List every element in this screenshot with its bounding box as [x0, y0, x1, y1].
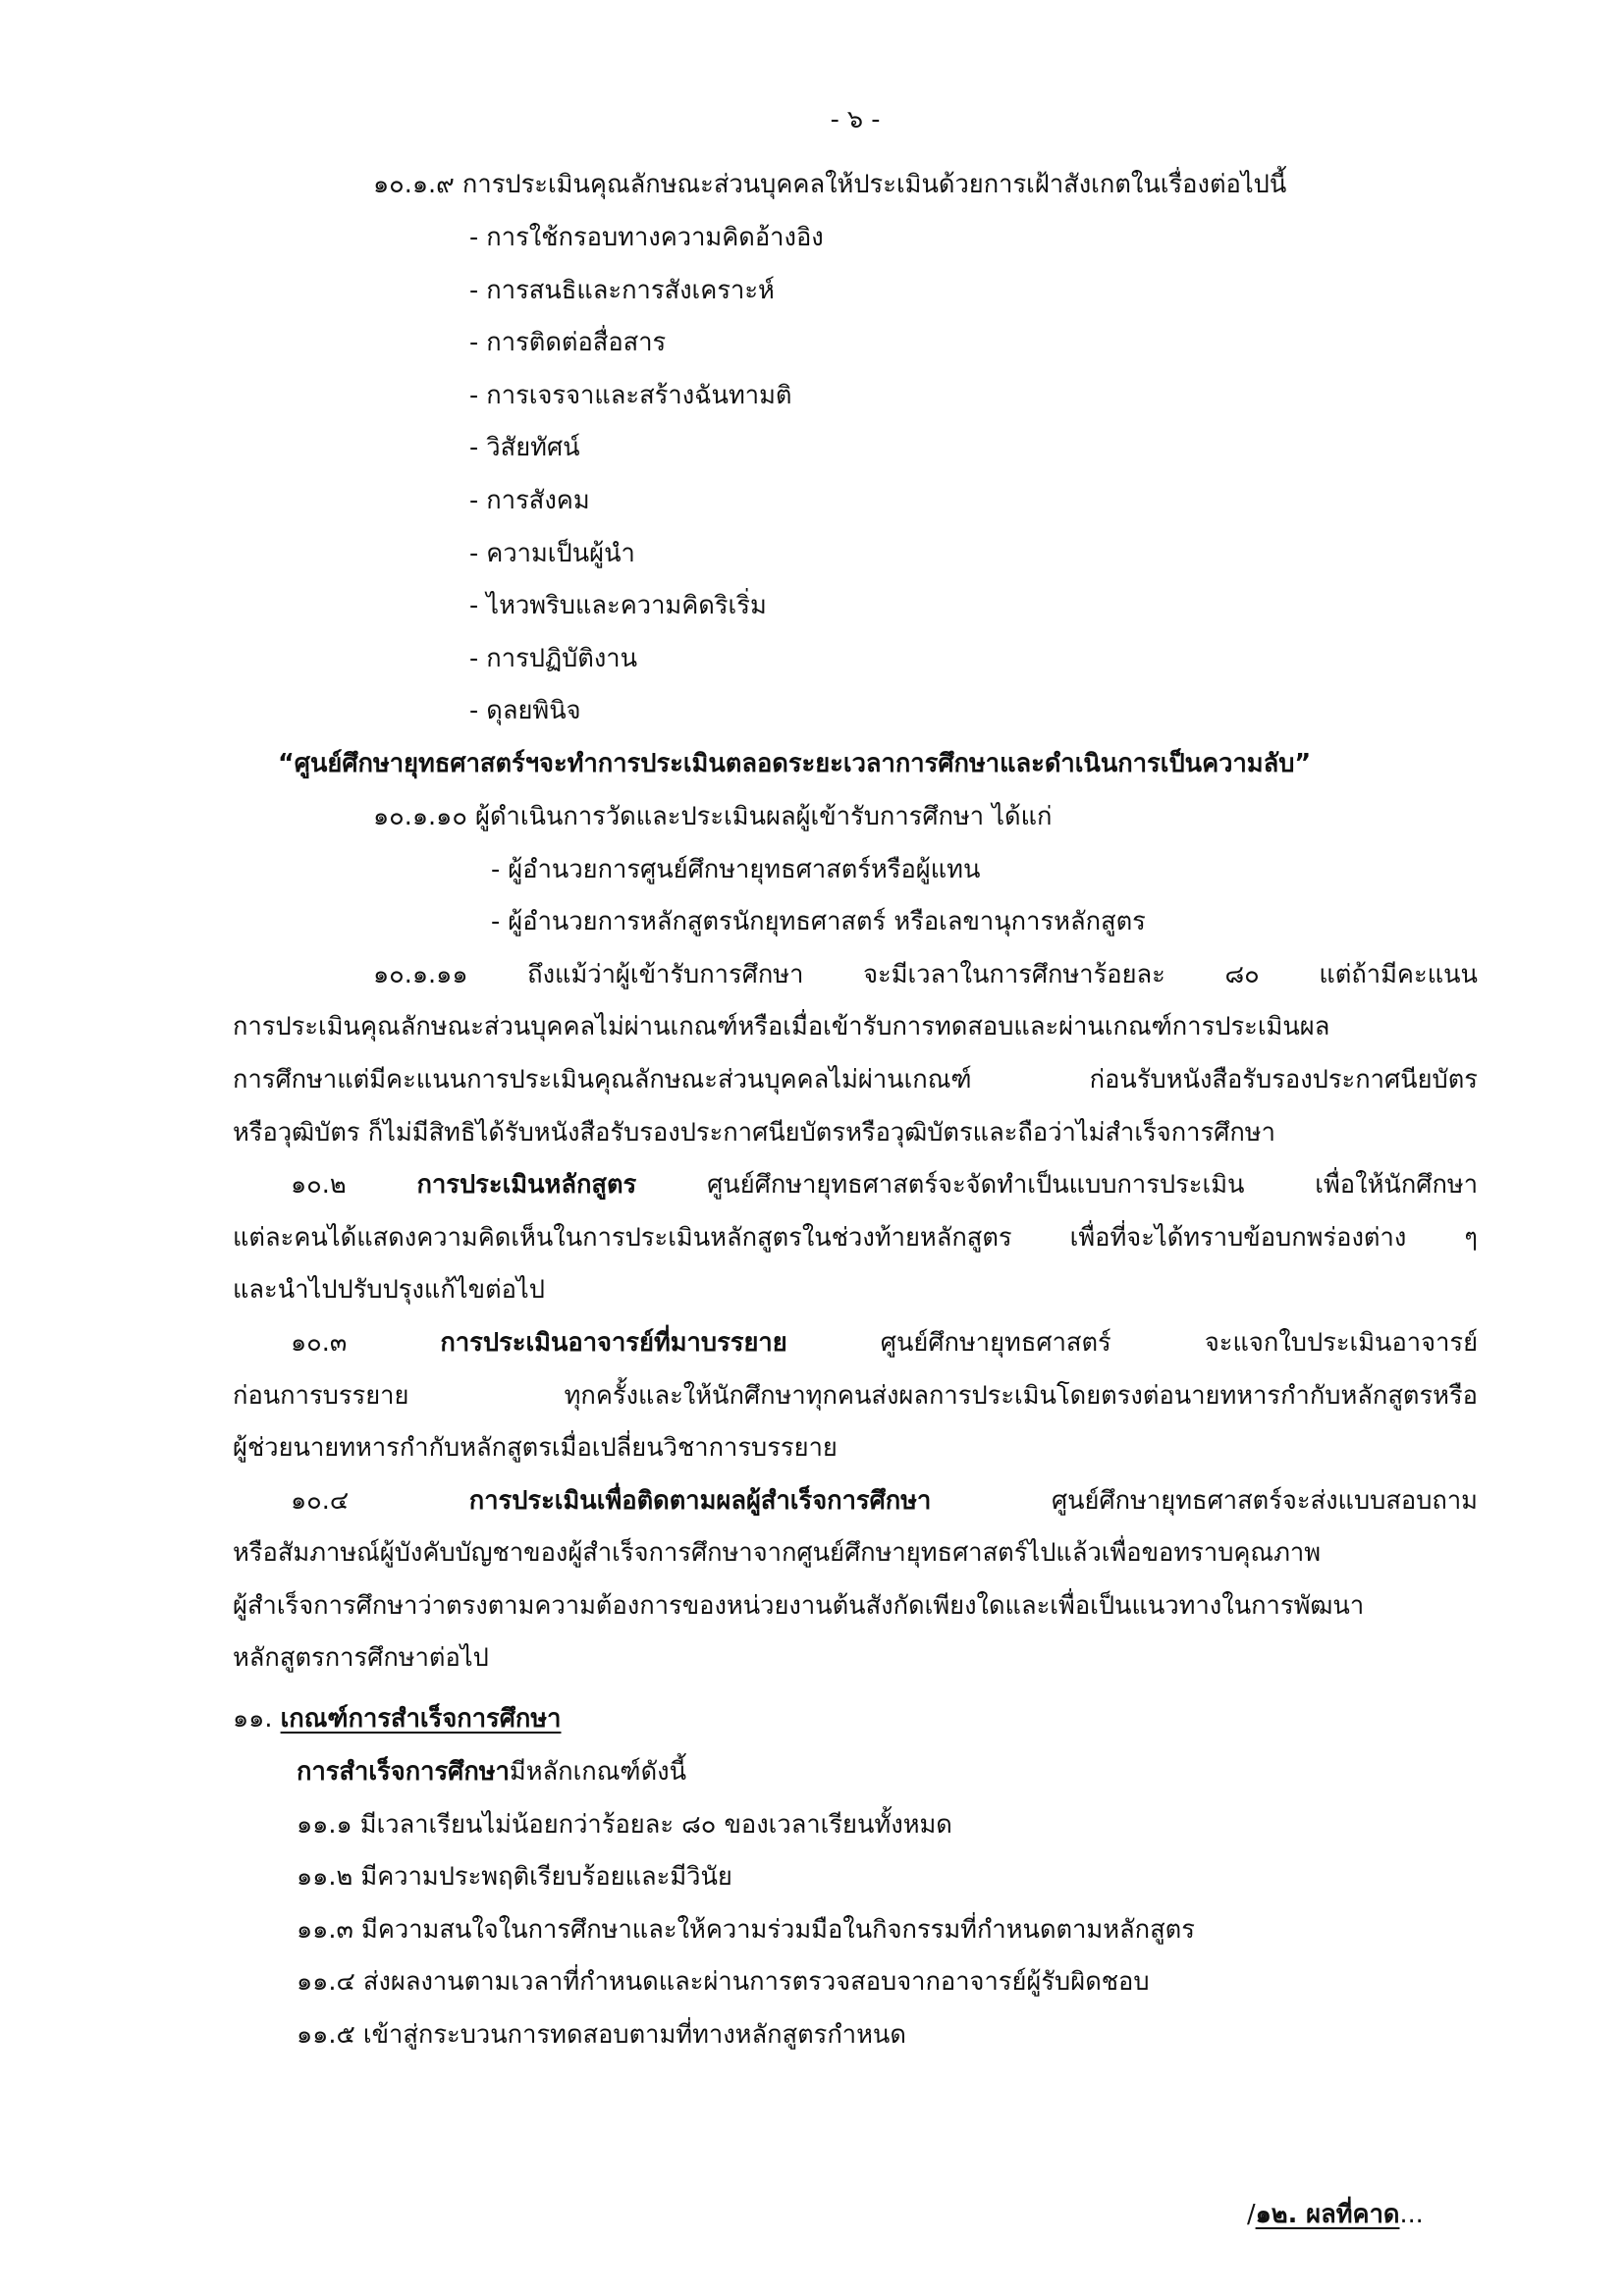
section-10-2-line: แต่ละคนได้แสดงความคิดเห็นในการประเมินหลักสูตรในช่วงท้ายหลักสูตร เพื่อที่จะได้ทราบข้อบกพร่องต่าง ๆ: [233, 1223, 1478, 1253]
section-10-3-line: ผู้ช่วยนายทหารกำกับหลักสูตรเมื่อเปลี่ยนวิชาการบรรยาย: [233, 1433, 838, 1463]
section-10-3-number: ๑๐.๓: [291, 1328, 348, 1358]
list-item: - การสังคม: [469, 486, 590, 515]
section-11-sub-bold: การสำเร็จการศึกษา: [297, 1757, 510, 1787]
section-10-2-title: การประเมินหลักสูตร: [416, 1170, 637, 1200]
page-number: - ๖ -: [830, 105, 881, 134]
list-item: ๑๑.๑ มีเวลาเรียนไม่น้อยกว่าร้อยละ ๘๐ ของเวลาเรียนทั้งหมด: [297, 1810, 952, 1840]
section-10-1-11-line: การศึกษาแต่มีคะแนนการประเมินคุณลักษณะส่วนบุคคลไม่ผ่านเกณฑ์ ก่อนรับหนังสือรับรองประกาศนียบัตร: [233, 1065, 1478, 1095]
section-10-3-line: ก่อนการบรรยาย ทุกครั้งและให้นักศึกษาทุกคนส่งผลการประเมินโดยตรงต่อนายทหารกำกับหลักสูตรหรือ: [233, 1381, 1478, 1411]
list-item: - การเจรจาและสร้างฉันทามติ: [469, 381, 792, 410]
section-10-1-11-line: การประเมินคุณลักษณะส่วนบุคคลไม่ผ่านเกณฑ์หรือเมื่อเข้ารับการทดสอบและผ่านเกณฑ์การประเมินผล: [233, 1012, 1330, 1041]
section-10-1-9-heading: ๑๐.๑.๙ การประเมินคุณลักษณะส่วนบุคคลให้ประเมินด้วยการเฝ้าสังเกตในเรื่องต่อไปนี้: [373, 170, 1287, 199]
section-11-sub-text: มีหลักเกณฑ์ดังนี้: [509, 1757, 687, 1787]
section-10-4-title: การประเมินเพื่อติดตามผลผู้สำเร็จการศึกษา: [468, 1486, 932, 1516]
section-10-3-title: การประเมินอาจารย์ที่มาบรรยาย: [440, 1328, 787, 1358]
list-item: - ไหวพริบและความคิดริเริ่ม: [469, 591, 767, 620]
section-11-heading: [233, 1701, 561, 1736]
list-item: - ดุลยพินิจ: [469, 696, 581, 725]
section-10-2-line: และนำไปปรับปรุงแก้ไขต่อไป: [233, 1275, 545, 1305]
footer-ellipsis: ...: [1399, 2200, 1424, 2229]
section-11-title: เกณฑ์การสำเร็จการศึกษา: [280, 1704, 562, 1734]
list-item: - ความเป็นผู้นำ: [469, 539, 635, 568]
list-item: ๑๑.๔ ส่งผลงานตามเวลาที่กำหนดและผ่านการตรวจสอบจากอาจารย์ผู้รับผิดชอบ: [297, 1967, 1150, 1997]
section-10-4-line: หรือสัมภาษณ์ผู้บังคับบัญชาของผู้สำเร็จการศึกษาจากศูนย์ศึกษายุทธศาสตร์ไปแล้วเพื่อขอทราบคุณภาพ: [233, 1538, 1322, 1568]
list-item: - การปฏิบัติงาน: [469, 644, 638, 673]
section-10-1-10-heading: ๑๐.๑.๑๐ ผู้ดำเนินการวัดและประเมินผลผู้เข้ารับการศึกษา ได้แก่: [373, 802, 1053, 831]
section-10-3-first-line: [291, 1325, 1478, 1361]
section-10-4-line: หลักสูตรการศึกษาต่อไป: [233, 1643, 489, 1673]
section-10-3-text: ศูนย์ศึกษายุทธศาสตร์ จะแจกใบประเมินอาจารย์: [880, 1328, 1479, 1358]
list-item: - วิสัยทัศน์: [469, 433, 580, 462]
section-11-subheading: [297, 1754, 686, 1789]
section-10-4-number: ๑๐.๔: [291, 1486, 350, 1516]
section-10-4-first-line: [291, 1483, 1478, 1519]
list-item: - การใช้กรอบทางความคิดอ้างอิง: [469, 223, 824, 252]
list-item: - ผู้อำนวยการหลักสูตรนักยุทธศาสตร์ หรือเลขานุการหลักสูตร: [491, 907, 1146, 936]
list-item: - การติดต่อสื่อสาร: [469, 328, 667, 357]
section-11-number: ๑๑.: [233, 1704, 273, 1734]
section-10-1-11-line: ๑๐.๑.๑๑ ถึงแม้ว่าผู้เข้ารับการศึกษา จะมีเวลาในการศึกษาร้อยละ ๘๐ แต่ถ้ามีคะแนน: [373, 960, 1478, 989]
confidential-quote: “ศูนย์ศึกษายุทธศาสตร์ฯจะทำการประเมินตลอดระยะเวลาการศึกษาและดำเนินการเป็นความลับ”: [278, 749, 1312, 778]
list-item: ๑๑.๓ มีความสนใจในการศึกษาและให้ความร่วมมือในกิจกรรมที่กำหนดตามหลักสูตร: [297, 1915, 1195, 1945]
footer-slash: /: [1247, 2200, 1256, 2229]
section-10-2-first-line: [291, 1167, 1478, 1202]
footer-next-section: ๑๒. ผลที่คาด: [1255, 2200, 1400, 2229]
list-item: - การสนธิและการสังเคราะห์: [469, 276, 775, 305]
section-10-1-11-line: หรือวุฒิบัตร ก็ไม่มีสิทธิได้รับหนังสือรับรองประกาศนียบัตรหรือวุฒิบัตรและถือว่าไม่สำเร็จการศึกษา: [233, 1118, 1275, 1148]
section-10-4-line: ผู้สำเร็จการศึกษาว่าตรงตามความต้องการของหน่วยงานต้นสังกัดเพียงใดและเพื่อเป็นแนวทางในการพัฒนา: [233, 1591, 1365, 1621]
section-10-2-number: ๑๐.๒: [291, 1170, 347, 1200]
list-item: ๑๑.๕ เข้าสู่กระบวนการทดสอบตามที่ทางหลักสูตรกำหนด: [297, 2020, 906, 2050]
list-item: - ผู้อำนวยการศูนย์ศึกษายุทธศาสตร์หรือผู้แทน: [491, 855, 981, 884]
list-item: ๑๑.๒ มีความประพฤติเรียบร้อยและมีวินัย: [297, 1862, 732, 1892]
section-10-4-text: ศูนย์ศึกษายุทธศาสตร์จะส่งแบบสอบถาม: [1051, 1486, 1478, 1516]
continued-footer: [1247, 2197, 1424, 2232]
section-10-2-text: ศูนย์ศึกษายุทธศาสตร์จะจัดทำเป็นแบบการประเมิน เพื่อให้นักศึกษา: [707, 1170, 1479, 1200]
